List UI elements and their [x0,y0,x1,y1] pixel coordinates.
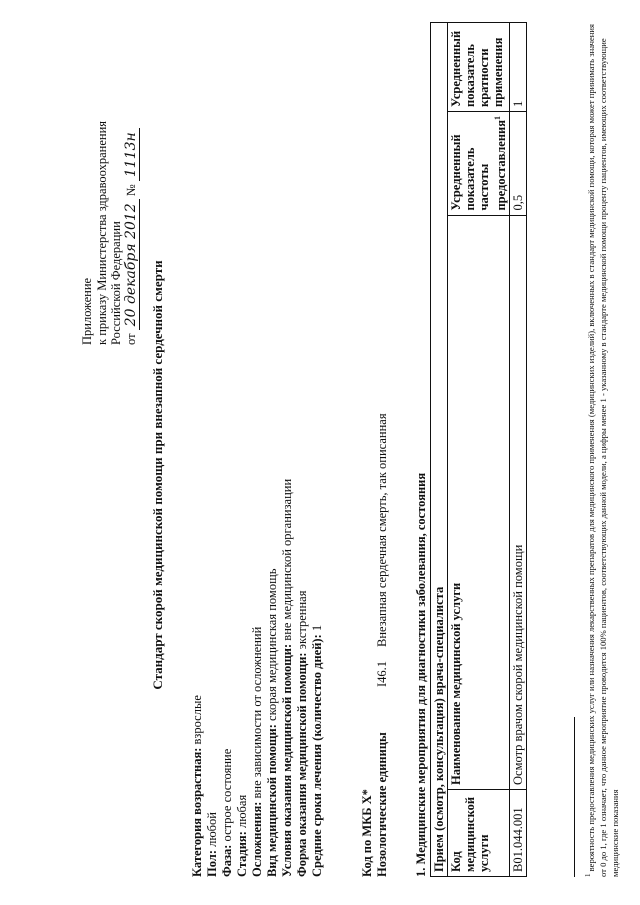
param-row [295,479,310,877]
table-header-row [448,23,510,877]
cell-multiplicity: 1 [510,23,527,112]
param-label: Средние сроки лечения (количество дней): [310,634,324,877]
param-value: любая [235,794,249,832]
cell-name: Осмотр врачом скорой медицинской помощи [510,215,527,789]
param-row [280,479,295,877]
table-group-row [431,23,448,877]
group-cell: Прием (осмотр, консультация) врача-специалиста [431,23,448,877]
mkb-nosology-row [375,413,390,877]
appendix-line-3: Российской Федерации [109,221,123,345]
handwritten-date: 20 декабря 2012 [123,199,140,330]
mkb-code-row [360,413,375,877]
param-label: Форма оказания медицинской помощи: [295,652,309,877]
param-label: Стадия: [235,831,249,877]
param-row [190,479,205,877]
footnote-marker: 1 [584,873,592,877]
table-row [510,23,527,877]
services-table [430,22,527,877]
mkb-block [360,413,390,877]
param-value: острое состояние [220,748,234,845]
param-value: взрослые [190,695,204,748]
param-label: Фаза: [220,844,234,877]
mkb-code: I46.1 [375,660,389,687]
footnote [582,17,621,877]
nosology-description: Внезапная сердечная смерть, так описанная [375,413,389,647]
cell-frequency: 0,5 [510,112,527,216]
appendix-date-line [124,121,139,345]
param-value: экстренная [295,590,309,653]
param-value: вне зависимости от осложнений [250,626,264,802]
param-value: 1 [310,624,324,635]
param-row [265,479,280,877]
appendix-line-1: Приложение [80,277,94,345]
header-multiplicity: Усредненный показатель кратности применения [448,23,510,112]
param-label: Вид медицинской помощи: [265,724,279,877]
header-code: Код медицинской услуги [448,790,510,877]
footnote-text: вероятность предоставления медицинских услуг или назначения лекарственных препаратов для медицинского применения (медицинских изделий), включенных в стандарт медицинской помощи, которая может принимать значения от 0 до 1, где 1 означает, что данное мероприятие проводится 100% пациентов, соответствующих данной модели, а цифры менее 1 - указанному в стандарте медицинской помощи проценту пациентов, имеющих соответствующие медицинские показания [585,24,620,877]
param-value: любой [205,812,219,851]
param-row [220,479,235,877]
param-label: Категория возрастная: [190,747,204,877]
handwritten-number: 1113н [123,128,140,181]
number-prefix: № [123,184,138,197]
header-frequency-text: Усредненный показатель частоты предоставления [449,120,509,211]
param-row [205,479,220,877]
document-title: Стандарт скорой медицинской помощи при внезапной сердечной смерти [150,260,165,690]
footnote-ref: 1 [493,116,502,120]
param-label: Условия оказания медицинской помощи: [280,643,294,877]
param-row [310,479,325,877]
footnote-divider [574,717,575,877]
header-name: Наименование медицинской услуги [448,215,510,789]
section-1-title: 1. Медицинские мероприятия для диагностики заболевания, состояния [414,472,428,877]
param-label: Пол: [205,850,219,877]
mkb-code-label: Код по МКБ X* [360,789,374,877]
param-row [235,479,250,877]
standard-parameters [190,479,325,877]
date-prefix: от [123,333,138,345]
param-value: вне медицинской организации [280,478,294,644]
param-row [250,479,265,877]
param-value: скорая медицинская помощь [265,568,279,725]
appendix-line-2: к приказу Министерства здравоохранения [94,120,109,345]
header-frequency [448,112,510,216]
appendix-block [80,121,138,345]
cell-code: B01.044.001 [510,790,527,877]
param-label: Осложнения: [250,801,264,877]
nosology-label: Нозологические единицы [375,732,389,877]
